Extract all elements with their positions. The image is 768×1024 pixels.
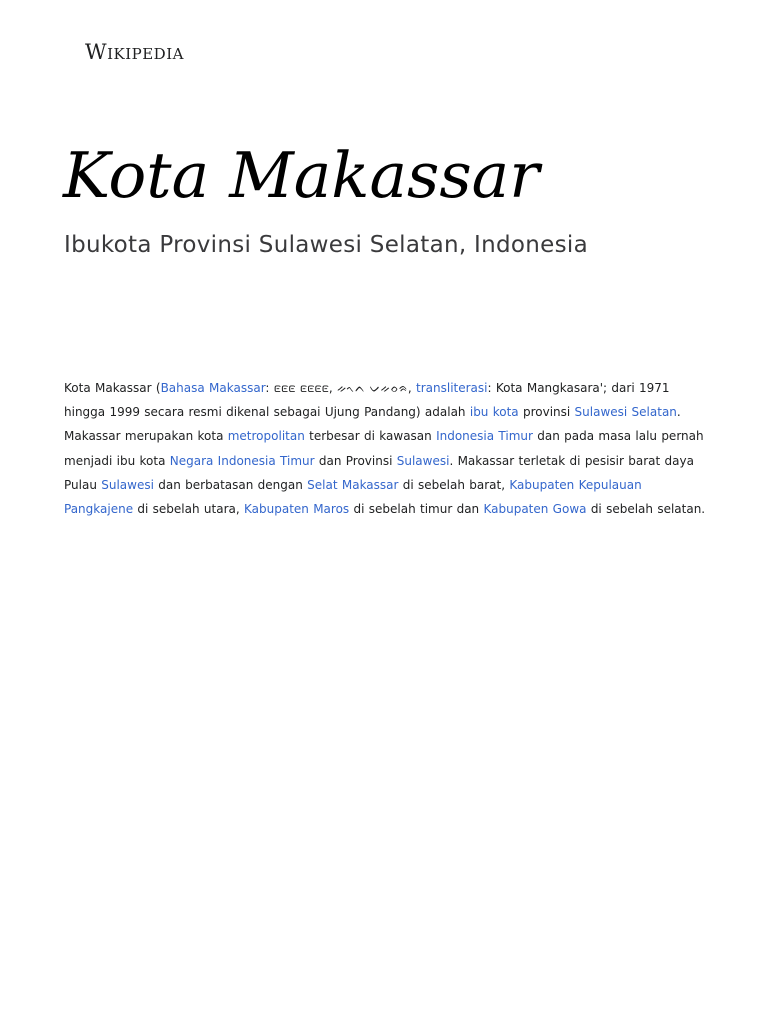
link-pulau-sulawesi[interactable]: Sulawesi <box>101 477 154 492</box>
link-ibu-kota[interactable]: ibu kota <box>469 405 519 420</box>
link-metropolitan[interactable]: metropolitan <box>227 429 305 444</box>
link-negara-indonesia-timur[interactable]: Negara Indonesia Timur <box>169 453 315 468</box>
intro-text: Kota Makassar ( <box>64 381 161 395</box>
intro-text: di sebelah selatan. <box>586 502 706 517</box>
page-title: Kota Makassar <box>63 139 540 212</box>
intro-text: di sebelah timur dan <box>349 502 484 517</box>
intro-text: : 𑼙𑼙𑼙 𑼙𑼙𑼙𑼙, ᨀᨚᨈ ᨆᨀᨔᨑ, <box>265 381 417 395</box>
link-transliterasi[interactable]: transliterasi <box>416 381 488 395</box>
intro-text: : Kota Mangkasara'; dari 1971 hingga 1999 secara resmi dikenal sebagai Ujung Pandang) adalah <box>64 381 670 420</box>
intro-text: . Makassar terletak di pesisir barat daya Pulau <box>64 453 694 492</box>
link-sulawesi[interactable]: Sulawesi <box>396 453 450 468</box>
intro-text: dan Provinsi <box>314 453 397 468</box>
intro-text: di sebelah utara, <box>133 502 244 517</box>
link-selat-makassar[interactable]: Selat Makassar <box>307 477 399 492</box>
link-kabupaten-gowa[interactable]: Kabupaten Gowa <box>483 502 587 517</box>
intro-text: dan berbatasan dengan <box>153 477 308 492</box>
intro-text: provinsi <box>518 405 575 420</box>
intro-text: dan pada masa lalu pernah menjadi ibu kota <box>64 429 704 468</box>
intro-text: . Makassar merupakan kota <box>64 405 681 444</box>
intro-text: di sebelah barat, <box>398 477 510 492</box>
wikipedia-wordmark[interactable]: Wikipedia <box>85 40 184 64</box>
link-bahasa-makassar[interactable]: Bahasa Makassar <box>160 381 266 395</box>
link-kabupaten-maros[interactable]: Kabupaten Maros <box>243 502 350 517</box>
link-indonesia-timur[interactable]: Indonesia Timur <box>436 429 533 444</box>
link-kabupaten-kepulauan-pangkajene[interactable]: Kabupaten Kepulauan Pangkajene <box>64 477 642 517</box>
intro-text: terbesar di kawasan <box>304 429 437 444</box>
intro-paragraph <box>64 376 710 521</box>
link-sulawesi-selatan[interactable]: Sulawesi Selatan <box>574 405 677 420</box>
page-subtitle: Ibukota Provinsi Sulawesi Selatan, Indonesia <box>64 232 588 258</box>
